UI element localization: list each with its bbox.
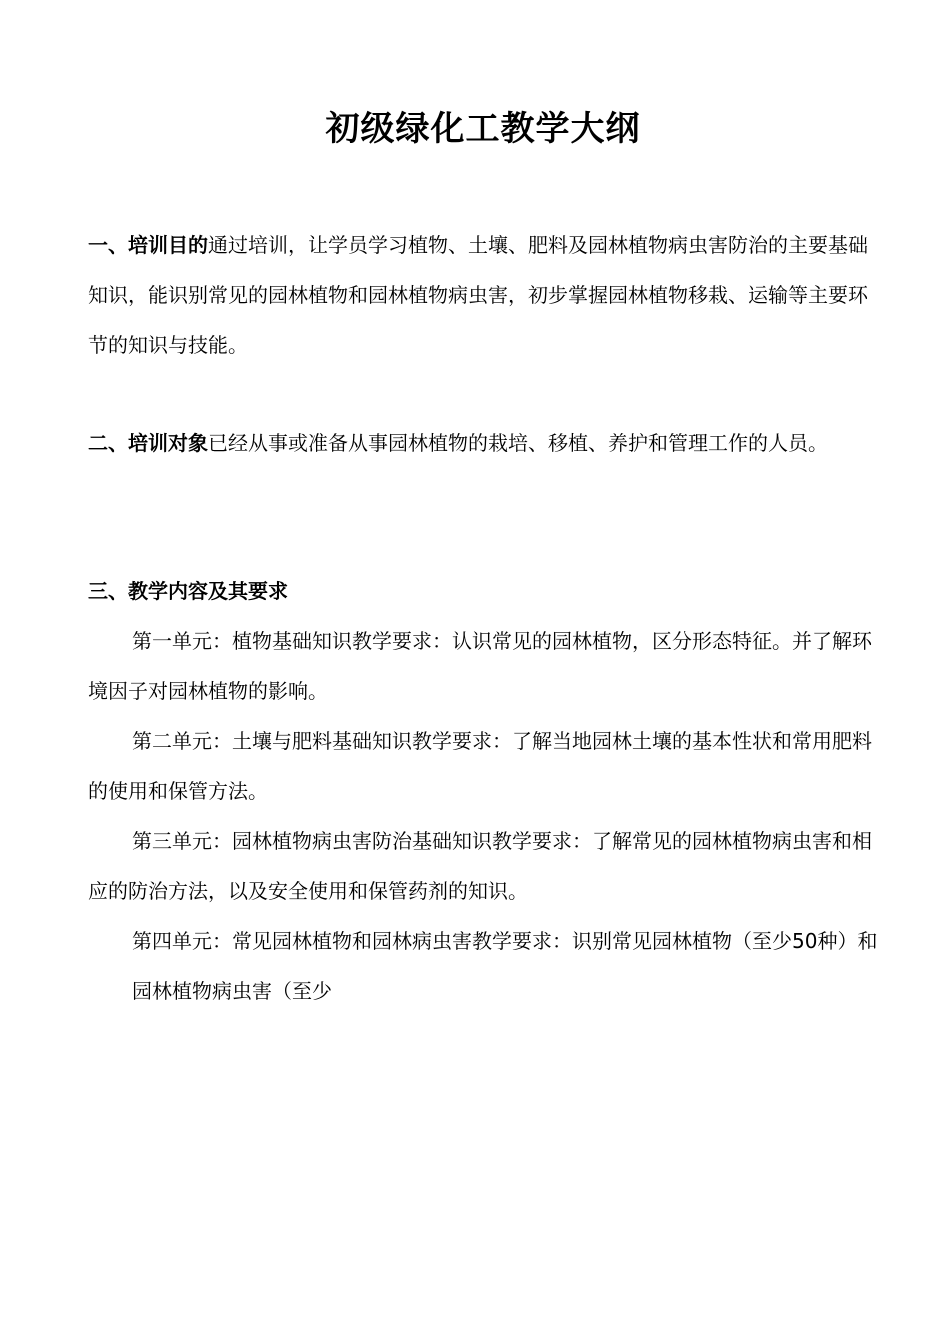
section-body: 已经从事或准备从事园林植物的栽培、移植、养护和管理工作的人员。 [208, 431, 828, 455]
section-training-purpose [88, 220, 878, 370]
unit-paragraph-3: 第三单元：园林植物病虫害防治基础知识教学要求：了解常见的园林植物病虫害和相应的防治方法，以及安全使用和保管药剂的知识。 [88, 829, 872, 903]
section-paragraph [88, 418, 878, 468]
section-training-target [88, 418, 878, 468]
section-body: 通过培训，让学员学习植物、土壤、肥料及园林植物病虫害防治的主要基础知识，能识别常见的园林植物和园林植物病虫害，初步掌握园林植物移栽、运输等主要环节的知识与技能。 [88, 233, 868, 357]
unit-paragraph-2: 第二单元：土壤与肥料基础知识教学要求：了解当地园林土壤的基本性状和常用肥料的使用和保管方法。 [88, 729, 872, 803]
section-label: 二、培训对象 [88, 431, 208, 455]
document-title: 初级绿化工教学大纲 [325, 109, 641, 149]
unit-paragraph-4: 第四单元：常见园林植物和园林病虫害教学要求：识别常见园林植物（至少50种）和园林植物病虫害（至少 [132, 929, 878, 1003]
unit-paragraph-1: 第一单元：植物基础知识教学要求：认识常见的园林植物，区分形态特征。并了解环境因子对园林植物的影响。 [88, 629, 872, 703]
section-heading-teaching-content: 三、教学内容及其要求 [88, 579, 288, 603]
section-label: 一、培训目的 [88, 233, 208, 257]
